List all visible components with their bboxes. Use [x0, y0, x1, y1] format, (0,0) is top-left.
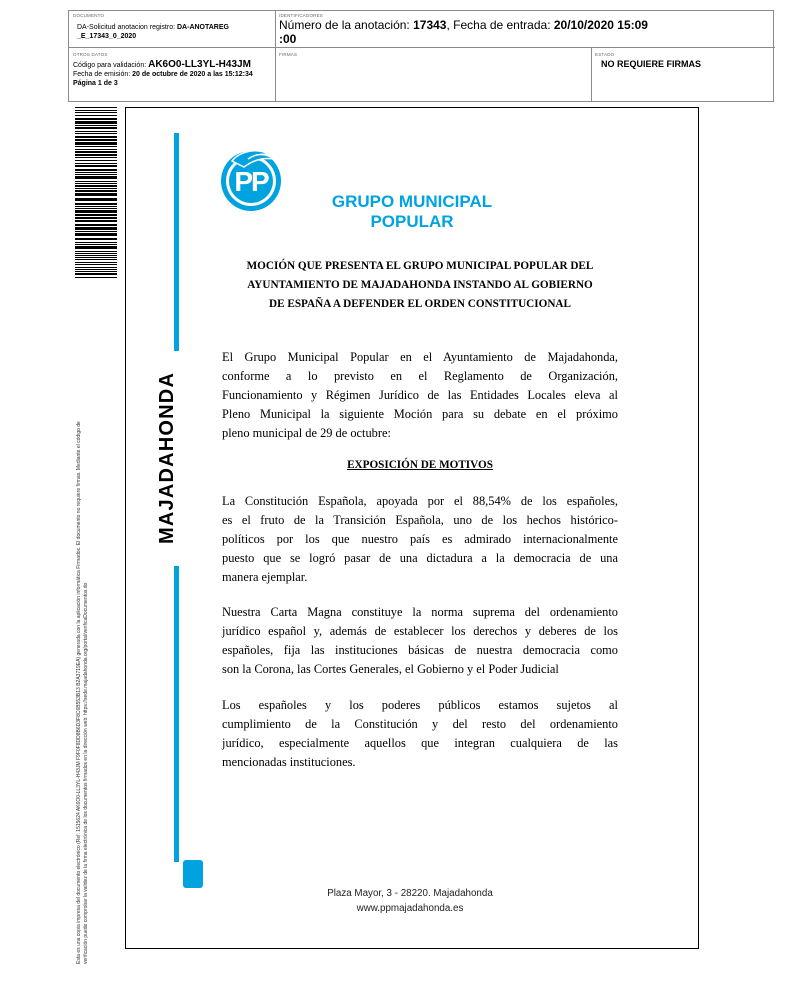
- documento-caption: DOCUMENTO: [73, 13, 105, 18]
- side-legal-text: Esta es una copia impresa del documento electrónico (Ref: 1515624 AK6O0-LL3YL-H43JM F9F0F8DD8B6D3F8C6B553B13 B2A3719EA) generada con la aplicación informática Firmadoc. El documento no requiere firmas. Mediante el código de verificación puede comprobar la validez de la firma electrónica de los documentos firmados en la dirección web: https://sede.majadahonda.org/portal/verificaDocumentos.do: [76, 421, 89, 964]
- estado-value: NO REQUIERE FIRMAS: [601, 59, 702, 69]
- header-divider: [591, 47, 592, 101]
- paragraph-intro: El Grupo Municipal Popular en el Ayuntamiento de Majadahonda, conforme a lo previsto en el Reglamento de Organización, Funcionamiento y Régimen Jurídico de las Entidades Locales eleva al Pleno Municipal la siguiente Moción para su debate en el próximo pleno municipal de 29 de octubre:: [222, 350, 618, 440]
- estado-caption: ESTADO: [595, 52, 615, 57]
- header-divider: [69, 47, 775, 48]
- document-footer: [260, 886, 560, 916]
- pp-logo-icon: [218, 145, 284, 213]
- identificadores-caption: IDENTIFICADORES: [279, 13, 324, 18]
- otros-datos-caption: OTROS DATOS: [73, 52, 108, 57]
- blue-bar-cap: [183, 860, 203, 888]
- documento-value: DA-Solicitud anotacion registro: DA-ANOTAREG _E_17343_0_2020: [77, 24, 229, 40]
- svg-text:PP: PP: [234, 166, 268, 197]
- registry-header: [68, 10, 774, 102]
- otros-datos-value: Código para validación: AK6O0-LL3YL-H43JM Fecha de emisión: 20 de octubre de 2020 a las 15:12:34 Página 1 de 3: [73, 59, 253, 87]
- paragraph-constitution: La Constitución Española, apoyada por el 88,54% de los españoles, es el fruto de la Transición Española, uno de los hechos histórico- políticos por los que nuestro país es admirado internacionalmente puesto que se logró pasar de una dictadura a la democracia de una manera ejemplar.: [222, 494, 618, 584]
- section-heading: EXPOSICIÓN DE MOTIVOS: [347, 459, 493, 471]
- firmas-caption: FIRMAS: [279, 52, 298, 57]
- footer-address: Plaza Mayor, 3 - 28220. Majadahonda: [327, 888, 493, 899]
- paragraph-sujetos: Los españoles y los poderes públicos estamos sujetos al cumplimiento de la Constitución y del resto del ordenamiento jurídico, especialmente aquellos que integran cualquiera de las mencionadas instituciones.: [222, 698, 618, 769]
- blue-bar-bottom: [174, 566, 179, 862]
- paragraph-carta-magna: Nuestra Carta Magna constituye la norma suprema del ordenamiento jurídico español y, además de establecer los derechos y deberes de los españoles, fija las instituciones básicas de nuestra democracia como son la Corona, las Cortes Generales, el Gobierno y el Poder Judicial: [222, 605, 618, 676]
- barcode-icon: [75, 107, 117, 279]
- blue-bar-top: [174, 133, 179, 351]
- header-divider: [275, 11, 276, 101]
- anotacion-value: Número de la anotación: 17343, Fecha de entrada: 20/10/2020 15:09 :00: [279, 18, 648, 46]
- vertical-town-name: MAJADAHONDA: [156, 371, 178, 544]
- group-name: GRUPO MUNICIPAL POPULAR: [331, 192, 493, 231]
- motion-title: MOCIÓN QUE PRESENTA EL GRUPO MUNICIPAL POPULAR DEL AYUNTAMIENTO DE MAJADAHONDA INSTANDO AL GOBIERNO DE ESPAÑA A DEFENDER EL ORDEN CONSTITUCIONAL: [246, 260, 594, 310]
- footer-website: www.ppmajadahonda.es: [356, 903, 464, 914]
